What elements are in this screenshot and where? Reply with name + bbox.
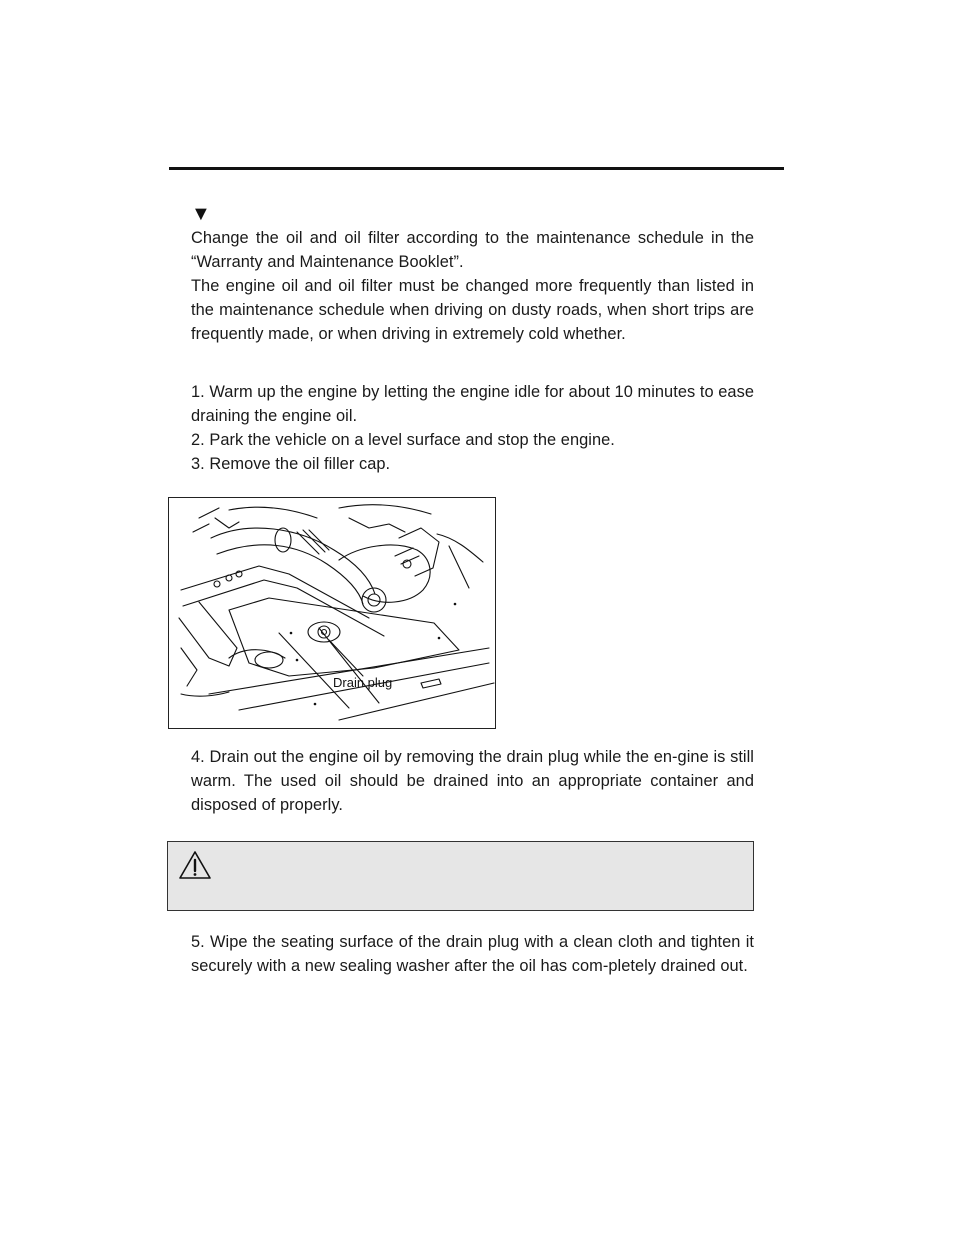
intro-paragraph-frequency: The engine oil and oil filter must be changed more frequently than listed in the maintenance schedule when driving on dusty roads, when short trips are frequently made, or when driving in extremely cold whether.	[191, 277, 754, 343]
steps-list	[191, 380, 754, 476]
intro-text	[191, 226, 754, 346]
warning-triangle-icon	[178, 850, 212, 880]
step-5: 5. Wipe the seating surface of the drain plug with a clean cloth and tighten it securely with a new sealing washer after the oil has com-pletely drained out.	[191, 933, 754, 975]
engine-underside-drawing	[169, 498, 495, 728]
step-4-block	[191, 745, 754, 817]
step-1: 1. Warm up the engine by letting the engine idle for about 10 minutes to ease draining the engine oil.	[191, 383, 754, 425]
step-5-block	[191, 930, 754, 978]
intro-paragraph-schedule: Change the oil and oil filter according to the maintenance schedule in the “Warranty and Maintenance Booklet”.	[191, 229, 754, 271]
drain-plug-illustration	[168, 497, 496, 729]
step-4: 4. Drain out the engine oil by removing the drain plug while the en-gine is still warm. The used oil should be drained into an appropriate container and disposed of properly.	[191, 748, 754, 814]
step-3: 3. Remove the oil filler cap.	[191, 455, 391, 473]
section-divider	[169, 167, 784, 170]
drain-plug-callout: Drain plug	[333, 675, 393, 690]
section-marker-icon: ▼	[191, 203, 211, 225]
caution-box	[167, 841, 754, 911]
step-2: 2. Park the vehicle on a level surface and stop the engine.	[191, 431, 615, 449]
